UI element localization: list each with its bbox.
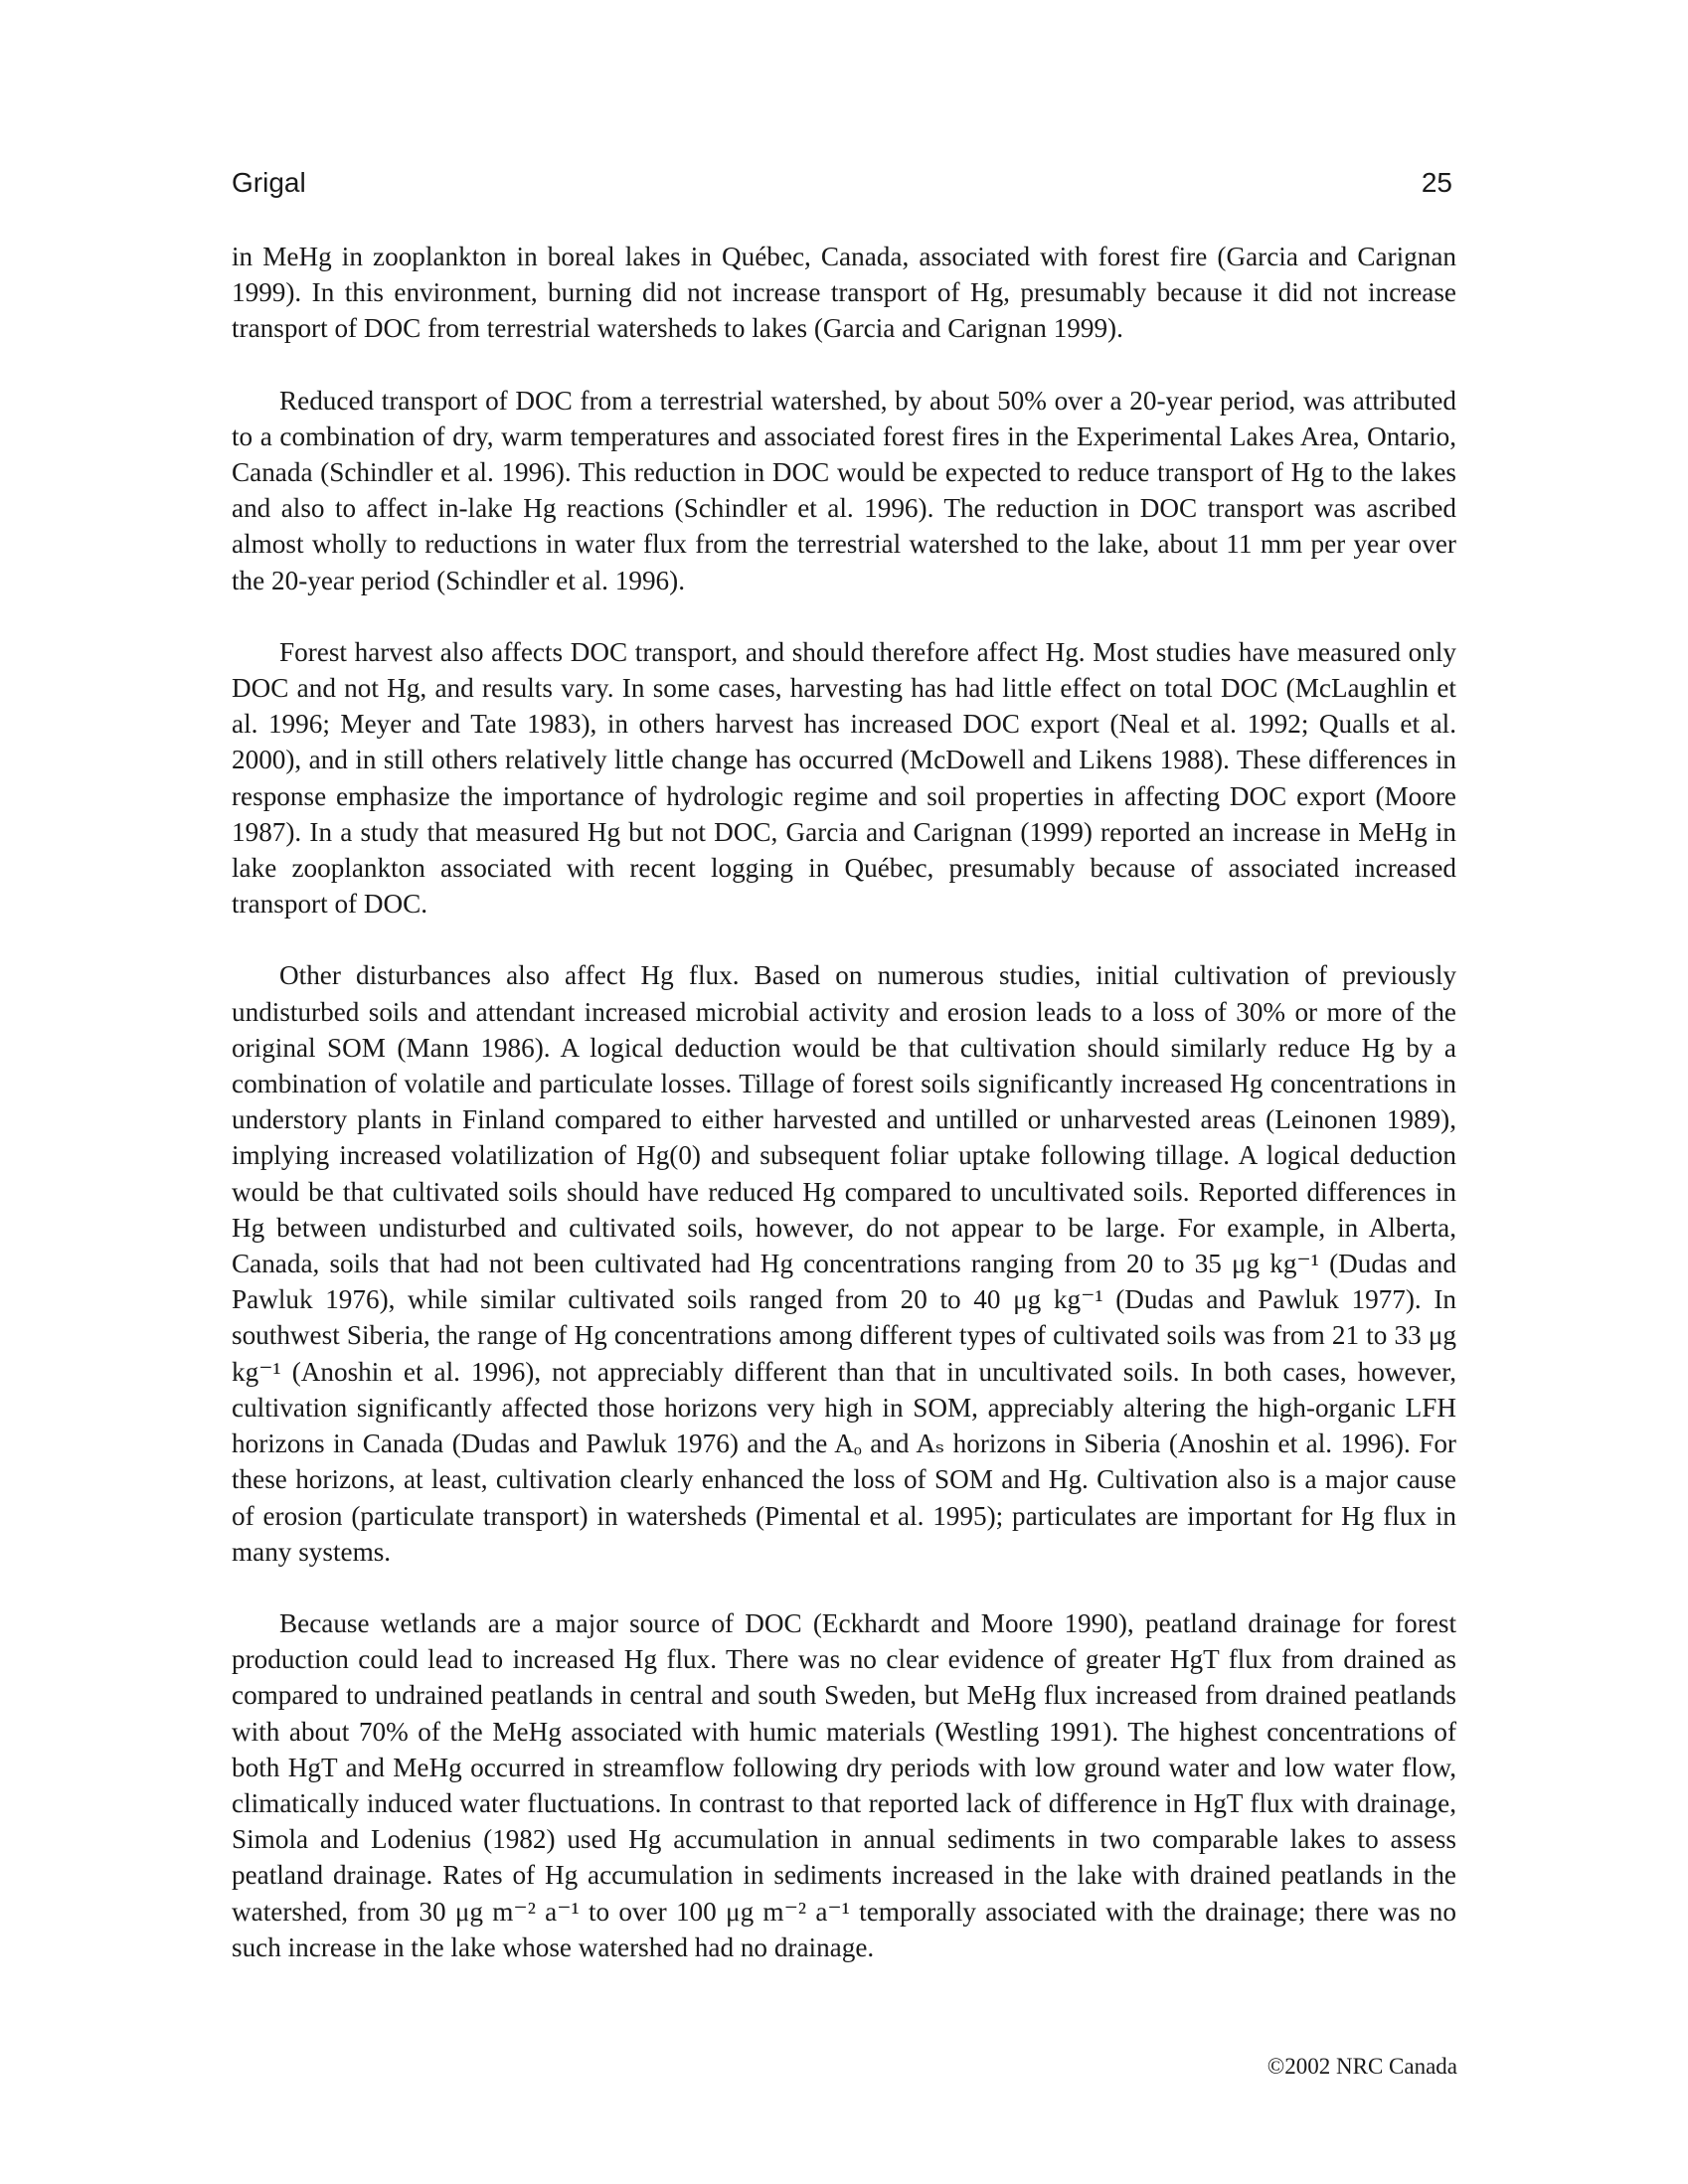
body-text: [232, 239, 1456, 2001]
running-head-author: Grigal: [232, 167, 306, 198]
running-header: [232, 167, 1452, 207]
paragraph-peatland-drainage: Because wetlands are a major source of DOC (Eckhardt and Moore 1990), peatland drainage for forest production could lead to increased Hg flux. There was no clear evidence of greater HgT flux from drained as compared to undrained peatlands in central and south Sweden, but MeHg flux increased from drained peatlands with about 70% of the MeHg associated with humic materials (Westling 1991). The highest concentrations of both HgT and MeHg occurred in streamflow following dry periods with low ground water and low water flow, climatically induced water fluctuations. In contrast to that reported lack of difference in HgT flux with drainage, Simola and Lodenius (1982) used Hg accumulation in annual sediments in two comparable lakes to assess peatland drainage. Rates of Hg accumulation in sediments increased in the lake with drained peatlands in the watershed, from 30 μg m⁻² a⁻¹ to over 100 μg m⁻² a⁻¹ temporally associated with the drainage; there was no such increase in the lake whose watershed had no drainage.: [232, 1607, 1456, 1962]
paragraph-doc-transport-fire: Reduced transport of DOC from a terrestrial watershed, by about 50% over a 20-year period, was attributed to a combination of dry, warm temperatures and associated forest fires in the Experimental Lakes Area, Ontario, Canada (Schindler et al. 1996). This reduction in DOC would be expected to reduce transport of Hg to the lakes and also to affect in-lake Hg reactions (Schindler et al. 1996). The reduction in DOC transport was ascribed almost wholly to reductions in water flux from the terrestrial watershed to the lake, about 11 mm per year over the 20-year period (Schindler et al. 1996).: [232, 385, 1456, 595]
copyright-footer: ©2002 NRC Canada: [1266, 2054, 1457, 2079]
page-number: 25: [1421, 167, 1452, 198]
paragraph-cultivation: Other disturbances also affect Hg flux. Based on numerous studies, initial cultivation of previously undisturbed soils and attendant increased microbial activity and erosion leads to a loss of 30% or more of the original SOM (Mann 1986). A logical deduction would be that cultivation should similarly reduce Hg by a combination of volatile and particulate losses. Tillage of forest soils significantly increased Hg concentrations in understory plants in Finland compared to either harvested and untilled or unharvested areas (Leinonen 1989), implying increased volatilization of Hg(0) and subsequent foliar uptake following tillage. A logical deduction would be that cultivated soils should have reduced Hg compared to uncultivated soils. Reported differences in Hg between undisturbed and cultivated soils, however, do not appear to be large. For example, in Alberta, Canada, soils that had not been cultivated had Hg concentrations ranging from 20 to 35 μg kg⁻¹ (Dudas and Pawluk 1976), while similar cultivated soils ranged from 20 to 40 μg kg⁻¹ (Dudas and Pawluk 1977). In southwest Siberia, the range of Hg concentrations among different types of cultivated soils was from 21 to 33 μg kg⁻¹ (Anoshin et al. 1996), not appreciably different than that in uncultivated soils. In both cases, however, cultivation significantly affected those horizons very high in SOM, appreciably altering the high-organic LFH horizons in Canada (Dudas and Pawluk 1976) and the Aₒ and Aₛ horizons in Siberia (Anoshin et al. 1996). For these horizons, at least, cultivation clearly enhanced the loss of SOM and Hg. Cultivation also is a major cause of erosion (particulate transport) in watersheds (Pimental et al. 1995); particulates are important for Hg flux in many systems.: [232, 960, 1456, 1567]
paragraph-continued: in MeHg in zooplankton in boreal lakes in Québec, Canada, associated with forest fire (Garcia and Carignan 1999). In this environment, burning did not increase transport of Hg, presumably because it did not increase transport of DOC from terrestrial watersheds to lakes (Garcia and Carignan 1999).: [232, 242, 1456, 344]
paragraph-forest-harvest: Forest harvest also affects DOC transport, and should therefore affect Hg. Most studies have measured only DOC and not Hg, and results vary. In some cases, harvesting has had little effect on total DOC (McLaughlin et al. 1996; Meyer and Tate 1983), in others harvest has increased DOC export (Neal et al. 1992; Qualls et al. 2000), and in still others relatively little change has occurred (McDowell and Likens 1988). These differences in response emphasize the importance of hydrologic regime and soil properties in affecting DOC export (Moore 1987). In a study that measured Hg but not DOC, Garcia and Carignan (1999) reported an increase in MeHg in lake zooplankton associated with recent logging in Québec, presumably because of associated increased transport of DOC.: [232, 636, 1456, 920]
